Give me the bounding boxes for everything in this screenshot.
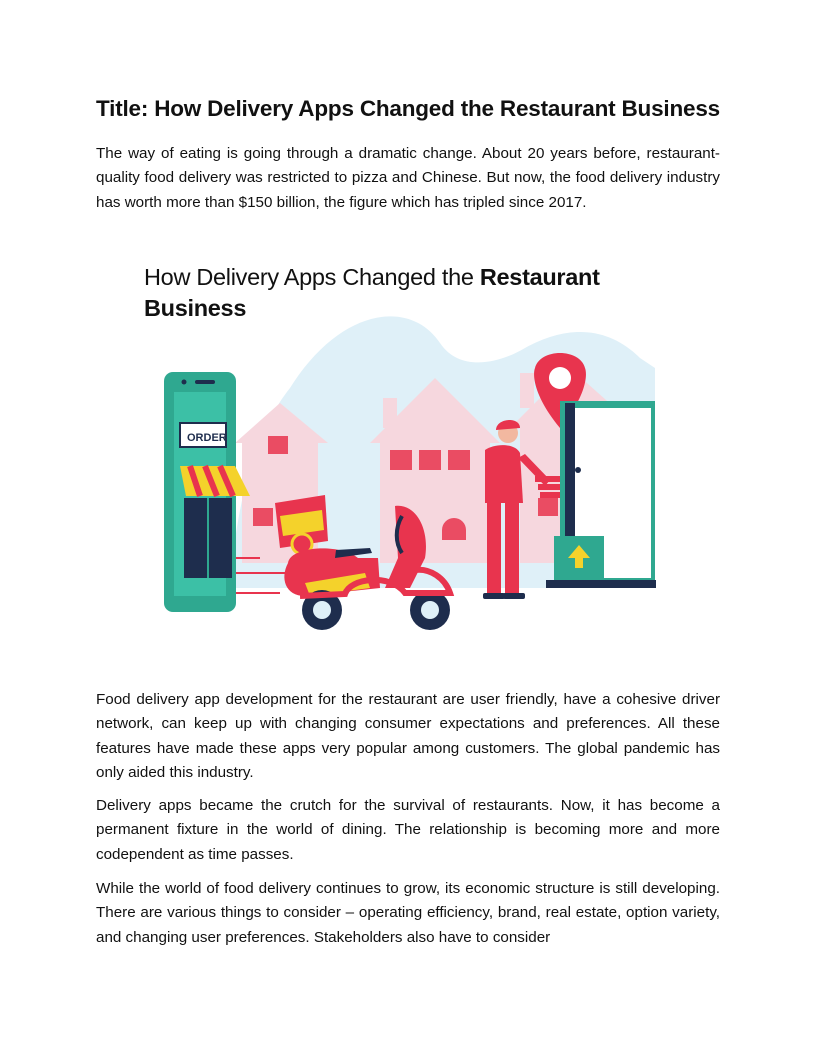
paragraph-economic-structure: While the world of food delivery continues to grow, its economic structure is still developing. There are various things to consider – operating efficiency, brand, real estate, option variety, and changing user preferences. Stakeholders also have to consider bbox=[96, 880, 720, 946]
illustration bbox=[140, 258, 660, 658]
illustration-heading bbox=[144, 262, 600, 324]
illustration-heading-regular: How Delivery Apps Changed the bbox=[144, 264, 480, 290]
illustration-heading-bold: Restaurant bbox=[479, 264, 600, 290]
paragraph-crutch: Delivery apps became the crutch for the survival of restaurants. Now, it has become a permanent fixture in the world of dining. The relationship is becoming more and more codependent as time passes. bbox=[96, 797, 720, 863]
paragraph-intro: The way of eating is going through a dramatic change. About 20 years before, restaurant-quality food delivery was restricted to pizza and Chinese. But now, the food delivery industry has worth more than $150 billion, the figure which has tripled since 2017. bbox=[96, 145, 720, 211]
paragraph-app-development: Food delivery app development for the restaurant are user friendly, have a cohesive driver network, can keep up with changing consumer expectations and preferences. All these features have made these apps very popular among customers. The global pandemic has only aided this industry. bbox=[96, 691, 720, 781]
package-icon bbox=[554, 536, 604, 580]
illustration-heading-bold-2: Business bbox=[144, 295, 247, 321]
document-title: Title: How Delivery Apps Changed the Restaurant Business bbox=[96, 96, 720, 121]
order-sign-text: ORDER bbox=[187, 432, 227, 444]
